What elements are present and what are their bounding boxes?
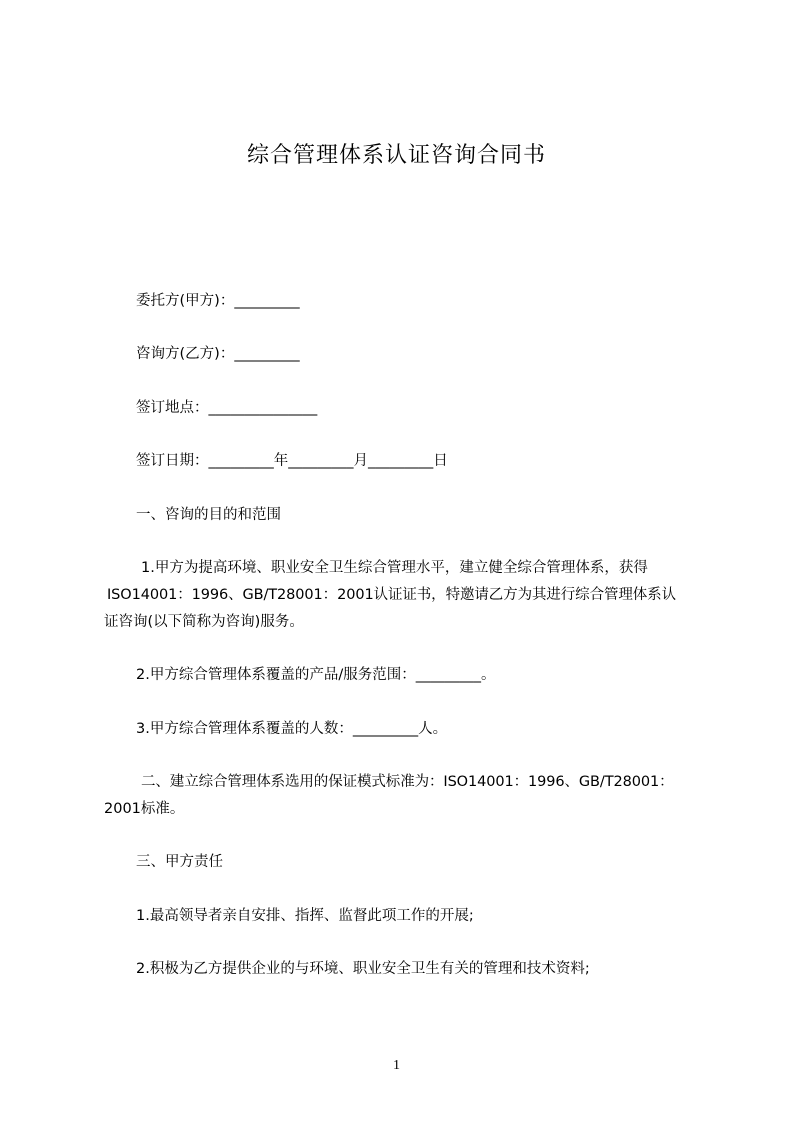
- document-title: 综合管理体系认证咨询合同书: [246, 143, 546, 168]
- section1-item2: 2.甲方综合管理体系覆盖的产品/服务范围：_________。: [136, 667, 496, 683]
- signing-place-field: 签订地点：_______________: [136, 400, 318, 416]
- section3-heading: 三、甲方责任: [136, 854, 223, 870]
- section1-item1-line3: 证咨询(以下简称为咨询)服务。: [104, 614, 304, 630]
- client-field: 委托方(甲方)：_________: [136, 293, 300, 309]
- section1-item3: 3.甲方综合管理体系覆盖的人数：_________人。: [136, 721, 448, 737]
- signing-date-field: 签订日期：_________年_________月_________日: [136, 453, 448, 469]
- section1-item1-line1: 1.甲方为提高环境、职业安全卫生综合管理水平，建立健全综合管理体系，获得: [141, 560, 648, 576]
- section1-item1-line2: ISO14001：1996、GB/T28001：2001认证证书，特邀请乙方为其进行综合管理体系认: [107, 587, 676, 603]
- section1-heading: 一、咨询的目的和范围: [136, 507, 281, 523]
- section2-line1: 二、建立综合管理体系选用的保证模式标准为：ISO14001：1996、GB/T28001：: [141, 774, 674, 790]
- section3-item2: 2.积极为乙方提供企业的与环境、职业安全卫生有关的管理和技术资料;: [136, 961, 590, 977]
- page-number: 1: [393, 1058, 400, 1073]
- consultant-field: 咨询方(乙方)：_________: [136, 346, 300, 362]
- section2-line2: 2001标准。: [104, 801, 185, 817]
- section3-item1: 1.最高领导者亲自安排、指挥、监督此项工作的开展;: [136, 908, 474, 924]
